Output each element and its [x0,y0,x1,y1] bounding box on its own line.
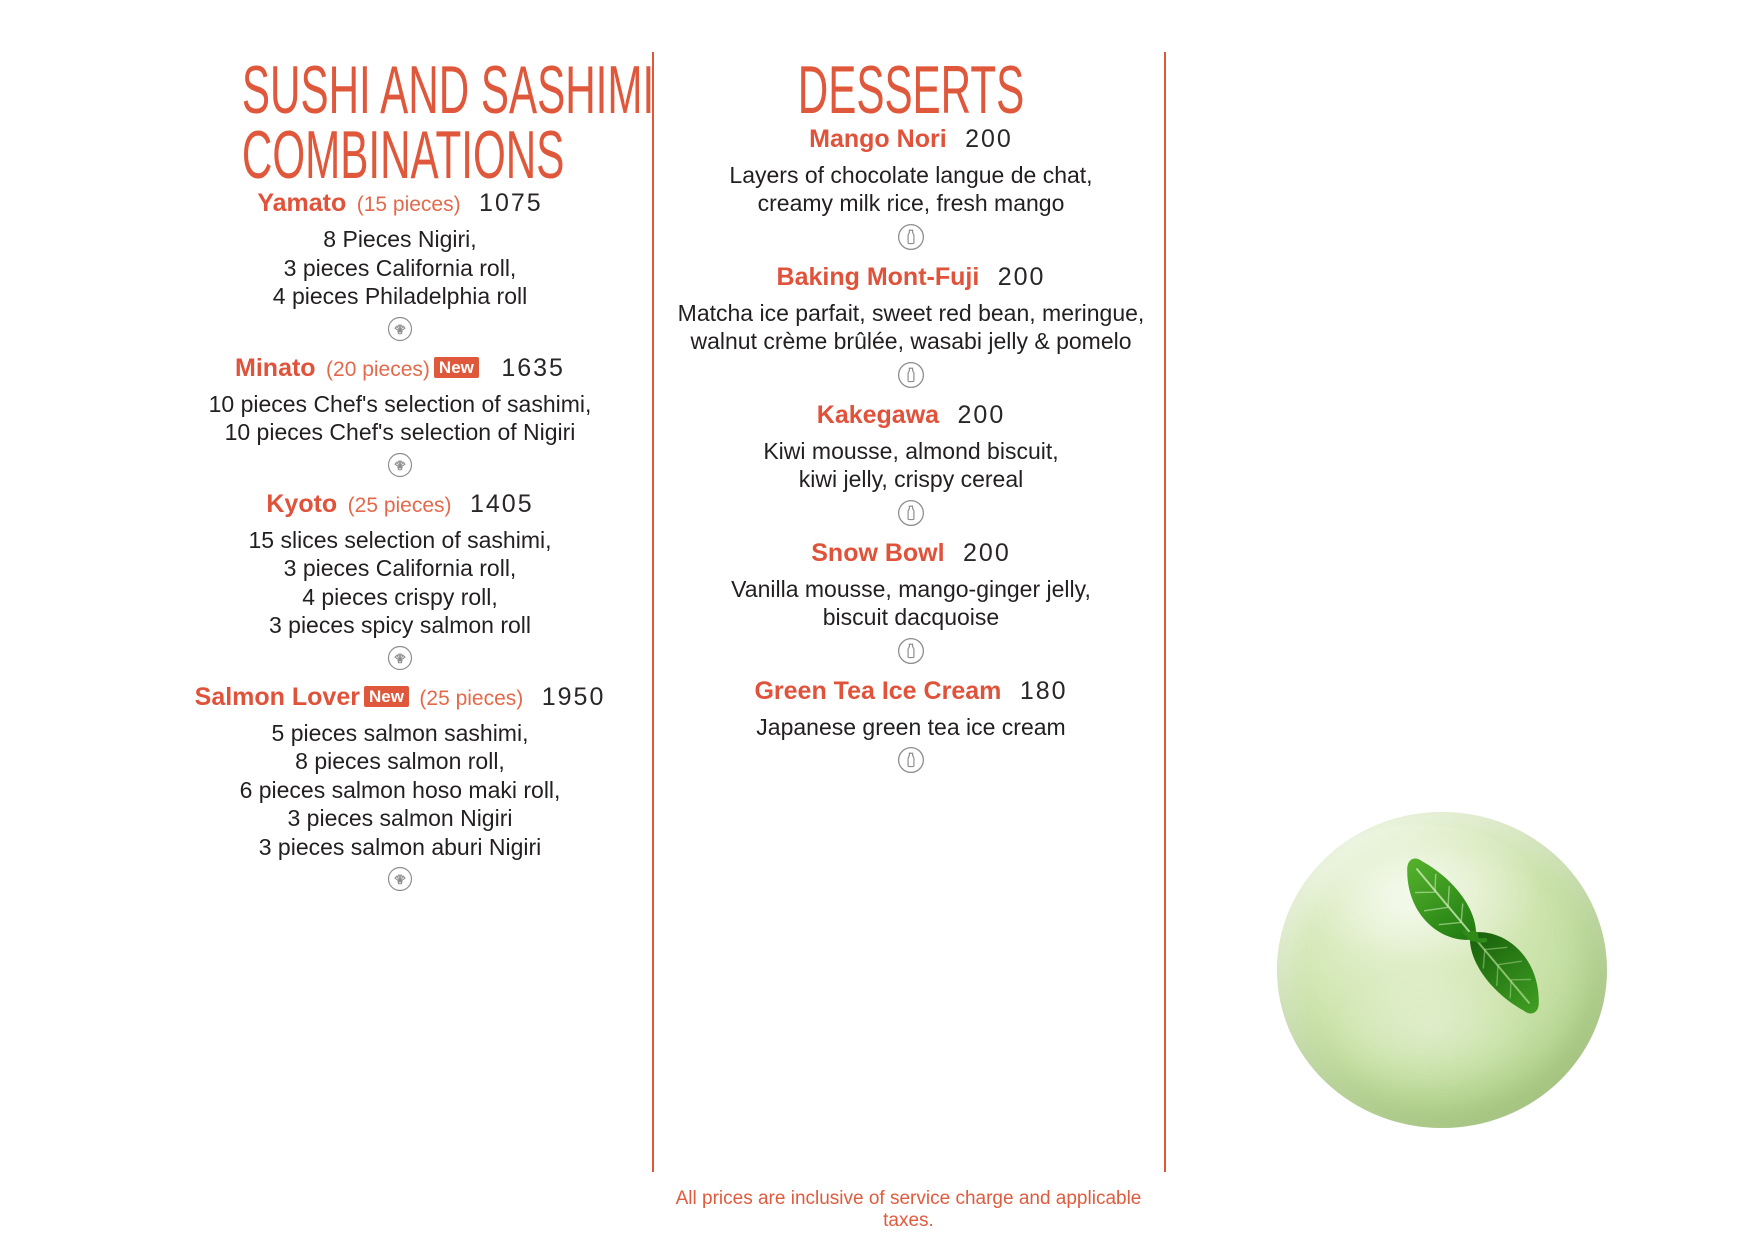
item-description-line: walnut crème brûlée, wasabi jelly & pomelo [690,328,1132,355]
item-description-line: 4 pieces Philadelphia roll [272,283,528,310]
section-desserts [666,52,1156,784]
dairy-icon [666,637,1156,665]
item-pieces: (25 pieces) [347,493,452,517]
new-badge: New [364,686,409,707]
item-header [666,675,1156,711]
menu-item-kyoto [145,488,655,671]
item-price: 200 [997,262,1046,291]
shellfish-icon [145,645,655,671]
item-description-line: 8 pieces salmon roll, [295,748,505,775]
item-description-line: creamy milk rice, fresh mango [757,190,1065,217]
item-description-line: Layers of chocolate langue de chat, [729,161,1093,188]
item-description-line: 3 pieces California roll, [283,254,517,281]
item-name: Mango Nori [809,124,947,153]
item-price: 1635 [501,353,565,382]
menu-item-green-tea-ice-cream [666,675,1156,775]
item-description-line: 10 pieces Chef's selection of Nigiri [224,419,576,446]
menu-item-salmon-lover [145,681,655,893]
menu-item-yamato [145,187,655,342]
item-name: Kyoto [266,489,338,518]
item-pieces: (20 pieces) [326,357,430,381]
item-pieces: (15 pieces) [356,193,461,217]
item-header [666,399,1156,435]
item-description-line: 3 pieces salmon aburi Nigiri [258,833,542,860]
item-description-line: 3 pieces California roll, [283,555,517,582]
item-description-line: Vanilla mousse, mango-ginger jelly, [731,575,1091,602]
item-price: 1405 [470,489,534,518]
item-description-line: 8 Pieces Nigiri, [323,226,477,253]
item-description-line: 5 pieces salmon sashimi, [271,719,529,746]
menu-item-kakegawa [666,399,1156,527]
section-sushi-combinations [145,52,655,902]
item-name: Green Tea Ice Cream [754,676,1002,705]
green-tea-ice-cream-photo [1270,806,1615,1136]
menu-item-mango-nori [666,123,1156,251]
section-title-line: DESSERTS [797,52,1025,128]
item-name: Baking Mont-Fuji [776,262,980,291]
shellfish-icon [145,316,655,342]
item-description-line: 10 pieces Chef's selection of sashimi, [208,390,592,417]
shellfish-icon [145,866,655,892]
section-title-line: COMBINATIONS [241,116,565,193]
item-price: 1950 [541,682,606,711]
item-header [145,352,655,388]
dairy-icon [666,499,1156,527]
item-header [145,681,655,717]
menu-item-snow-bowl [666,537,1156,665]
item-name: Kakegawa [816,400,940,429]
item-price: 180 [1019,676,1068,705]
item-description-line: Japanese green tea ice cream [756,713,1066,740]
item-description-line: Kiwi mousse, almond biscuit, [763,437,1059,464]
dairy-icon [666,361,1156,389]
dairy-icon [666,746,1156,774]
section-title-line: SUSHI AND SASHIMI [241,52,655,128]
item-name: Yamato [257,189,347,218]
item-description-line: 15 slices selection of sashimi, [248,526,552,553]
item-name: Minato [235,353,316,382]
item-price: 200 [965,124,1013,153]
section-title-sushi [145,52,655,193]
item-description-line: 3 pieces salmon Nigiri [287,805,513,832]
item-description-line: biscuit dacquoise [822,604,1000,631]
new-badge: New [434,357,479,378]
item-description-line: 6 pieces salmon hoso maki roll, [239,776,561,803]
item-name: Salmon Lover [194,682,360,711]
item-header [145,488,655,524]
item-header [666,261,1156,297]
mint-leaves-icon [1355,816,1585,1056]
section-title-desserts [666,52,1156,128]
item-description-line: Matcha ice parfait, sweet red bean, meringue, [677,299,1145,326]
item-description-line: kiwi jelly, crispy cereal [798,466,1024,493]
menu-item-minato [145,352,655,478]
item-description-line: 3 pieces spicy salmon roll [268,612,532,639]
item-pieces: (25 pieces) [419,686,524,710]
item-price: 200 [963,538,1011,567]
item-price: 1075 [479,189,543,218]
item-header [666,537,1156,573]
footer-note: All prices are inclusive of service charge and applicable taxes. [675,1188,1142,1231]
item-description-line: 4 pieces crispy roll, [302,583,498,610]
dairy-icon [666,223,1156,251]
menu-item-baking-mont-fuji [666,261,1156,389]
item-name: Snow Bowl [811,538,945,567]
column-divider-right [1164,52,1166,1172]
shellfish-icon [145,452,655,478]
item-price: 200 [957,400,1006,429]
